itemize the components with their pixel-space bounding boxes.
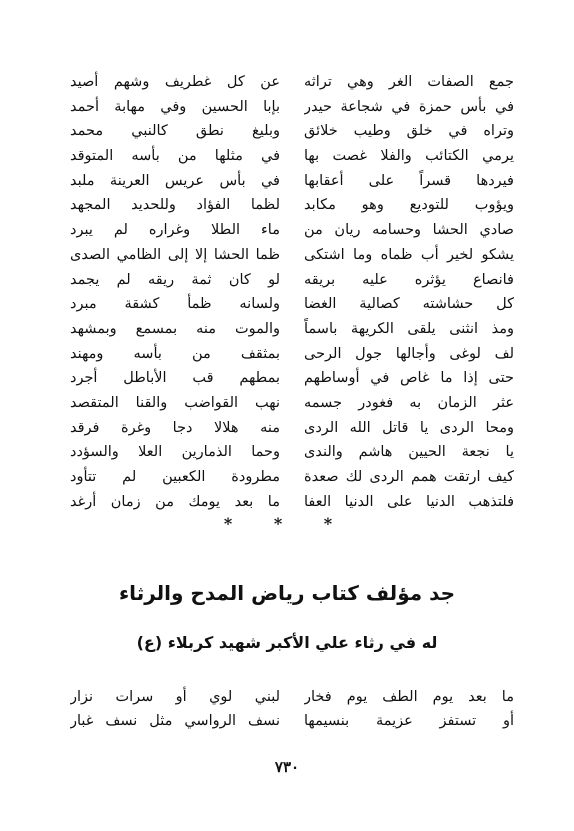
section-subheading: له في رثاء علي الأكبر شهيد كربلاء (ع) xyxy=(136,633,438,652)
verse-first-hemistich: في بأس حمزة في شجاعة حيدر xyxy=(304,98,514,115)
verse-second-hemistich: بمطهم قب الأباطل أجرد xyxy=(70,370,280,387)
verse-first-hemistich: فلتذهب الدنيا على الدنيا العفا xyxy=(304,493,514,510)
verse-line xyxy=(70,685,514,709)
section-separator: * * * xyxy=(223,514,351,533)
verse-second-hemistich: في مثلها من بأسه المتوقد xyxy=(70,148,280,165)
verse-line xyxy=(70,169,514,194)
verse-first-hemistich: كيف ارتقت همم الردى لك صعدة xyxy=(304,469,514,485)
verse-line xyxy=(70,268,514,293)
verse-second-hemistich: بمثقف من بأسه ومهند xyxy=(70,345,280,362)
verse-first-hemistich: يرمي الكتائب والفلا غصت بها xyxy=(304,148,514,165)
verse-second-hemistich: منه هلالا دجا وغرة فرقد xyxy=(70,419,280,436)
verse-line xyxy=(70,144,514,169)
verse-line xyxy=(70,95,514,120)
verse-second-hemistich: ولسانه ظمأ كشقة مبرد xyxy=(70,296,280,313)
verse-line xyxy=(70,391,514,416)
verse-line xyxy=(70,342,514,367)
verse-line xyxy=(70,465,514,490)
verse-second-hemistich: ماء الطلا وغراره لم يبرد xyxy=(70,222,280,239)
verse-second-hemistich: ما بعد يومك من زمان أرغد xyxy=(70,493,280,510)
verse-second-hemistich: بإبا الحسين وفي مهابة أحمد xyxy=(70,98,280,115)
page-number: ٧٣٠ xyxy=(274,758,300,776)
verse-first-hemistich: وتراه في خلق وطيب خلائق xyxy=(304,123,514,140)
verse-line xyxy=(70,440,514,465)
verse-first-hemistich: كل حشاشته كصالية الغضا xyxy=(304,296,514,313)
verse-line xyxy=(70,292,514,317)
verse-line xyxy=(70,218,514,243)
verse-second-hemistich: نسف الرواسي مثل نسف غبار xyxy=(70,713,280,729)
verse-first-hemistich: أو تستفز عزيمة بنسيمها xyxy=(304,713,514,729)
verse-first-hemistich: جمع الصفات الغر وهي تراثه xyxy=(304,74,514,90)
poem-main xyxy=(70,70,514,514)
section-heading: جد مؤلف كتاب رياض المدح والرثاء xyxy=(118,581,456,605)
verse-second-hemistich: نهب القواضب والقنا المتقصد xyxy=(70,394,280,411)
verse-second-hemistich: عن كل غطريف وشهم أصيد xyxy=(70,74,280,90)
verse-first-hemistich: يا نجعة الحيين هاشم والندى xyxy=(304,444,514,461)
verse-line xyxy=(70,490,514,515)
verse-line xyxy=(70,119,514,144)
verse-second-hemistich: لو كان ثمة ريقه لم يجمد xyxy=(70,271,280,288)
verse-line xyxy=(70,709,514,733)
verse-second-hemistich: في بأس عريس العرينة ملبد xyxy=(70,172,280,189)
verse-line xyxy=(70,317,514,342)
verse-line xyxy=(70,243,514,268)
verse-first-hemistich: فانصاع يؤثره عليه بريقه xyxy=(304,271,514,288)
verse-first-hemistich: ويؤوب للتوديع وهو مكابد xyxy=(304,197,514,214)
verse-second-hemistich: لبني لوي أو سرات نزار xyxy=(70,689,280,705)
verse-second-hemistich: مطرودة الكعبين لم تتأود xyxy=(70,469,280,485)
verse-first-hemistich: ما بعد يوم الطف يوم فخار xyxy=(304,689,514,705)
verse-line xyxy=(70,70,514,95)
verse-first-hemistich: عثر الزمان به فغودر جسمه xyxy=(304,394,514,411)
verse-second-hemistich: لظما الفؤاد وللحديد المجهد xyxy=(70,197,280,214)
verse-line xyxy=(70,193,514,218)
verse-first-hemistich: ومحا الردى يا قاتل الله الردى xyxy=(304,419,514,436)
verse-first-hemistich: فيردها قسراً على أعقابها xyxy=(304,172,514,189)
verse-line xyxy=(70,366,514,391)
verse-second-hemistich: ظما الحشا إلا إلى الظامي الصدى xyxy=(70,246,280,263)
verse-first-hemistich: صادي الحشا وحسامه ريان من xyxy=(304,222,514,239)
verse-first-hemistich: يشكو لخير أب ظماه وما اشتكى xyxy=(304,246,514,263)
poem-second xyxy=(70,685,514,733)
verse-first-hemistich: ومذ انثنى يلقى الكريهة باسماً xyxy=(304,320,514,337)
verse-line xyxy=(70,416,514,441)
verse-second-hemistich: وبليغ نطق كالنبي محمد xyxy=(70,123,280,140)
verse-second-hemistich: والموت منه بمسمع وبمشهد xyxy=(70,320,280,337)
verse-first-hemistich: لف لوغى وأجالها جول الرحى xyxy=(304,345,514,362)
verse-first-hemistich: حتى إذا ما غاص في أوساطهم xyxy=(304,370,514,387)
verse-second-hemistich: وحما الذمارين العلا والسؤدد xyxy=(70,444,280,461)
